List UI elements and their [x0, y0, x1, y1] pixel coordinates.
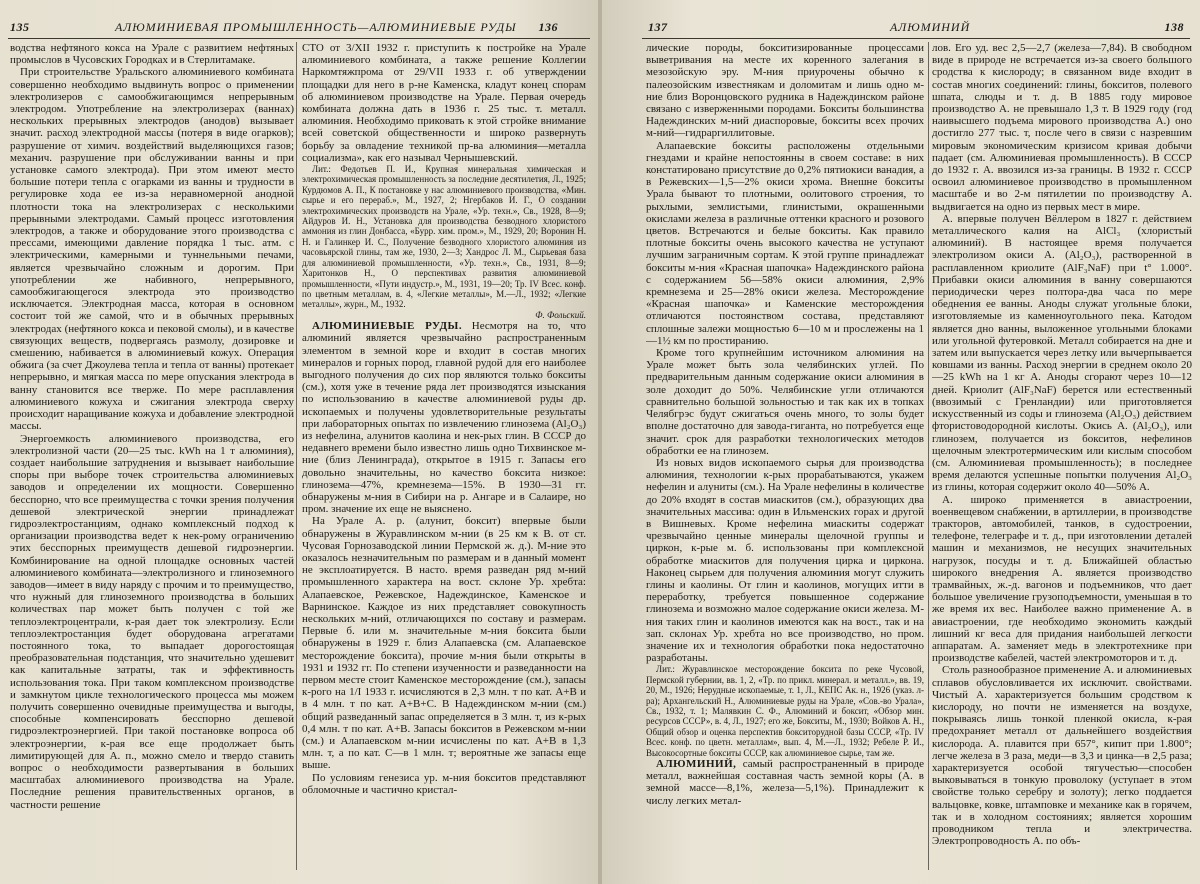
author-signature: Ф. Фольский. — [535, 309, 586, 320]
paragraph: Кроме того крупнейшим источником алюминия на Урале может быть зола челябинских углей. По предварительным данным содержание окиси алюминия в золе доходит до 50%. Челябинские угли отличаются сравнительно большой зольностью и так как их в топках Челябгрэс будут сжигаться очень много, то золы будет вполне достаточно для завода-гиганта, но потребуется еще значит. срок для разработки технологических методов обработки ее на глинозем. — [646, 347, 924, 457]
paragraph: А. впервые получен Вёллером в 1827 г. действием металлического калия на AlCl₃ (хлористый алюминий). В настоящее время получается электролизом окиси А. (Al₂O₃), растворенной в расплавленном криолите (AlF₃NaF) при t° 1.000°. Прибавки окиси алюминия в ванну совершаются периодически через полтора-два часа по мере обеднения ее ванны. Аноды служат угольные блоки, изготовляемые из каменноугольного пека. Катодом является дно ванны, выложенное угольными блоками или угольной футеровкой. Металл собирается на дне и затем или выпускается через летку или вычерпывается ковшами из ванны. Расход энергии в среднем около 20—25 kWh на 1 кг А. Аноды сгорают через 10—12 дней. Криолит (AlF₃NaF) берется или естественный (ввозимый с Гренландии) или приготовляется искусственный из соды и глинозема (Al₂O₃) действием фтористоводородной кислоты. Окись А. (Al₂O₃), или глинозем, получается из бокситов, нефелинов щелочным электротермическим или кислым способом (см. Алюминиевая промышленность); в последнее время делаются успешные попытки получения Al₂O₃ из глины, которая содержит около 40—50% А. — [932, 212, 1192, 494]
page-number: 137 — [648, 20, 668, 34]
text-column-2 — [302, 42, 586, 870]
running-head: АЛЮМИНИЕВАЯ ПРОМЫШЛЕННОСТЬ—АЛЮМИНИЕВЫЕ РУДЫ — [115, 20, 517, 34]
page-number: 135 — [10, 20, 30, 34]
article-text: самый распространенный в природе металл, важнейшая составная часть земной коры (А. в земной массе—8,1%, железа—5,1%). Принадлежит к числу легких метал- — [646, 758, 924, 807]
left-page — [0, 0, 598, 884]
header-rule — [642, 38, 1190, 39]
text-column-1 — [10, 42, 294, 870]
right-page — [602, 0, 1200, 884]
paragraph: По условиям генезиса ур. м-ния бокситов представляют обломочные и частично кристал- — [302, 771, 586, 796]
paragraph: При строительстве Уральского алюминиевого комбината совершенно необходимо выдвинуть вопрос о применении электролизеров с самообжигающимся непрерывным электродом. Употребление на электролизерах (ваннах) нескольких прерывных электродов (анодов) вызывает значит. расход электродной массы (потеря в виде огарков); разрушение от химич. воздействий выделяющихся газов; механич. разрушение при обслуживании ванны и при установке самого электрода). При этом имеют место большие потери тепла с огарками из ванны и трудности в регулировке хода ее из-за неравномерной анодной плотности тока на электролизерах с несколькими прерывными электродами. Самый процесс изготовления электродов, а также и оборудование этого производства с прессами, имеющими давление порядка 1 тыс. атм. с электрическими, камерными и туннельными печами, является чрезвычайно сложным и дорогим. При употреблении же набивного, непрерывного, самообжигающегося электрода это производство исключается. Электродная масса, которая в основном состоит той же самой, что и в обычных прерывных электродах (нефтяного кокса и пековой смолы), и в качестве связующих веществ, подвергаясь размолу, дозировке и смешению, набивается в алюминиевый кожух. Операция обжига (за счет Джоулева тепла и тепла от ванны) протекает непрерывно, и мягкая масса по мере опускания электрода в ванну становится все тверже. По мере расплавления алюминиевого кожуха и сжигания электрода сверху происходит наращивание кожуха и добавление электродной массы. — [10, 66, 294, 433]
article-entry — [646, 758, 924, 807]
page-number: 138 — [1164, 20, 1184, 34]
paragraph: Энергоемкость алюминиевого производства, его электролизной части (20—25 тыс. kWh на 1 т алюминия), создает наибольшие затруднения и вызывает наибольшие споры при выборе точек строительства алюминиевых заводов и определении их мощности. Совершенно бесспорно, что все преимущества с точки зрения получения дешевой электрической энергии принадлежат гидроэлектростанциям, однако комплексный подход к организации производства ведет к нек-рому ограничению этих бесспорных преимуществ дешевой гидроэнергии. Комбинирование на одной площадке основных частей алюминиевого комбината—электролизного и глиноземного заводов—имеет в виду наряду с прочим и то преимущество, что нужный для глиноземного производства в больших количествах пар может быть получен с той же теплоэлектроцентрали, к-рая дает ток электролизу. Если теплоэлектростанция будет оборудована агрегатами постоянного тока, то выпадает дорогостоящая преобразовательная подстанция, что значительно удешевит как капитальные затраты, так и эффективность использования тока. При таком комплексном производстве и замкнутом цикле технологического процесса мы можем получить совершенно очевидные преимущества и выгоды, способные компенсировать бесспорно дешевой гидроэлектроэнергией. При такой постановке вопроса об электроэнергии, к-рая все еще продолжает быть лимитирующей для А. п., можно смело и твердо ставить вопрос о необходимости развертывания в больших масштабах алюминиевого производства на Урале. Последние решения правительственных органов, в частности решение — [10, 432, 294, 811]
left-page-header — [0, 20, 598, 40]
paragraph: лические породы, бокситизированные процессами выветривания на месте их коренного залегания в мезозойскую эру. М-ния приурочены обычно к палеозойским известнякам и доломитам и лишь одно м-ние близ Воронцовского рудника в Надеждинском районе связано с изверженными породами. Бокситы большинства Надеждинских м-ний диаспоровые, бокситы всех прочих м-ний—гидраргиллитовые. — [646, 42, 924, 140]
column-divider — [296, 42, 297, 870]
paragraph: СТО от 3/XII 1932 г. приступить к постройке на Урале алюминиевого комбината, а также решение Коллегии Наркомтяжпрома от 29/VII 1933 г. об утверждении площадки для него в р-не Каменска, кладут конец спорам об алюминиевом производстве на Урале. Первая очередь комбината должна дать в 1936 г. 25 тыс. т. металл. алюминия. Необходимо приковать к этой стройке внимание всей советской общественности и широко развернуть борьбу за овладение техникой пр-ва алюминия—металла социализма», как его называл Чернышевский. — [302, 42, 586, 164]
header-rule — [8, 38, 590, 39]
literature-references: Лит.: Федотьев П. И., Крупная минеральная химическая и электрохимическая промышленность за последние десятилетия, Л., 1925; Курдюмов А. П., К постановке у нас алюминиевого производства, «Мин. сырье и его перераб.», М., 1927, 2; Нгербаков И. Г., О создании электрохимических производств на Урале, «Ур. техн.», Св., 1928, 8—9; Айдуров И. Н., Установка для производства безводного хлористого аммония из глин Донбасса, «Бурр. хим. пром.», М., 1929, 20; Воронин Н. Н. и Галинкер И. С., Получение безводного хлористого алюминия из часовьярской глины, там же, 1930, 2—3; Хандрос Л. М., Сырьевая база для алюминиевой промышленности, «Ур. техн.», Св., 1931, 8—9; Харитонков Н., О перспективах развития алюминиевой промышленности, «Пути индустр.», М., 1931, 19—20; Тр. IV Всес. конф. по цветным металлам, в. 4, «Легкие металлы», М.—Л., 1932; «Легкие металлы», журн., М., 1932. — [302, 164, 586, 310]
right-page-header — [602, 20, 1200, 40]
article-text: Несмотря на то, что алюминий является чрезвычайно распространенным элементом в земной коре и входит в состав многих минералов и горных пород, главной рудой для его наиболее выгодного получения до сих пор являются только бокситы (см.), хотя уже в течение ряда лет производятся изыскания по использованию в качестве алюминиевой руды др. ископаемых и получены удовлетворительные результаты при лабораторных опытах по извлечению глинозема (Al₂O₃) из нефелина, алунитов каолина и нек-рых глин. В СССР до недавнего времени было известно лишь одно Тихвинское м-ние (близ Ленинграда), открытое в 1915 г. Запасы его довольно значительны, но качество боксита низкое: глинозема—47%, кремнезема—15%. В 1930—31 гг. обнаружены м-ния в Сибири на р. Ангаре и в Салаире, но пром. значение их еще не выяснено. — [302, 320, 586, 516]
article-heading: АЛЮМИНИЕВЫЕ РУДЫ. — [312, 320, 463, 333]
text-column-1 — [646, 42, 924, 870]
paragraph: Алапаевские бокситы расположены отдельными гнездами и крайне непостоянны в своем составе: в них констатировано присутствие до 0,2% пятиокиси ванадия, а в Режевских—1,5—2% окиси хрома. Внешне бокситы Урала бывают то плотными, оолитового строения, то рыхлыми, землистыми, глинистыми, окрашенными окислами железа в различные оттенки красного и розового цветов. Встречаются и белые бокситы. Как правило плотные бокситы очень высокого качества не уступают лучшим заграничным сортам. К этой группе принадлежат бокситы м-ния «Красная шапочка» Надеждинского района с содержанием 56—58% окиси алюминия, 2,9% кремнезема и 25—28% окиси железа. Месторождение «Красная шапочка» и Каменские месторождения отличаются постоянством состава, представляют сплошные залежи мощностью 6—10 м и прослежены на 1—1½ км по простиранию. — [646, 139, 924, 347]
paragraph: А. широко применяется в авиастроении, военвещевом снабжении, в артиллерии, в производстве тракторов, автомобилей, танков, в судостроении, телефоне, телеграфе и т. д., при изготовлении деталей машин и механизмов, не несущих значительных нагрузок, посуды и т. д. Ближайшей областью широкого внедрения А. является производство трамвайных, ж.-д. вагонов и подъемников, что дает большое увеличение грузоподъемности, уменьшая в то же время их вес. Наиболее важно применение А. в авиастроении, где необходимо экономить каждый лишний кг веса для придания наибольшей легкости аппаратам. А. заменяет медь в электротехнике при производстве кабелей, частей электромоторов и т. д. — [932, 493, 1192, 665]
paragraph: водства нефтяного кокса на Урале с развитием нефтяных промыслов в Чусовских Городках и в Стерлитамаке. — [10, 42, 294, 67]
paragraph: На Урале А. р. (алунит, боксит) впервые были обнаружены в Журавлинском м-нии (в 25 км к В. от ст. Чусовая Горнозаводской линии Пермской ж. д.). М-ние это оказалось незначительным по размерам и в данный момент не эксплоатируется. В насто. время разведан ряд м-ний промышленного характера на вост. склоне Ур. хребта: Алапаевское, Режевское, Надеждинское, Каменское и Варнинское. Каждое из них представляет совокупность нескольких м-ний, отличающихся по составу и размерам. Первые б. или м. значительные м-ния боксита были обнаружены в 1929 г. близ Алапаевска (см. Алапаевское месторождение боксита), прочие м-ния были открыты в 1931 и 1932 гг. По степени изученности и разведанности на первом месте стоит Каменское месторождение (см.), запасы к-рого на 1/I 1933 г. исчисляются в 2,3 млн. т по кат. А+В и в 4 млн. т по кат. А+В+С. В Надеждинском м-нии (см.) общий разведанный запас определяется в 3 млн. т, из к-рых 0,4 млн. т по кат. А+В. Запасы бокситов в Режевском м-нии (см.) и Алапаевском м-нии исчислены по кат. А+В в 1,3 млн. т, а по кат. С—в 1 млн. т; вероятные же запасы еще выше. — [302, 515, 586, 772]
running-head: АЛЮМИНИЙ — [890, 20, 971, 34]
paragraph: лов. Его уд. вес 2,5—2,7 (железа—7,84). В свободном виде в природе не встречается из-за своего большого сродства к кислороду; в связанном виде входит в состав многих соединений: глины, бокситов, полевого шпата, слюды и т. д. В 1885 году мировое производство А. не превышало 1,3 т. В 1929 году (год наивысшего подъема мирового производства А.) оно достигло 277 тыс. т, после чего в связи с назревшим мировым экономическим кризисом кривая добычи падает (см. Алюминиевая промышленность). В СССР до 1932 г. А. ввозился из-за границы. В 1932 г. СССР освоил алюминиевое производство в промышленном масштабе и во 2-м пятилетии по производству А. выдвигается на одно из первых мест в мире. — [932, 42, 1192, 213]
literature-references: Лит.: Журавлинское месторождение боксита по реке Чусовой, Пермской губернии, вв. 1, 2, «Тр. по прикл. минерал. и металл.», вв. 19, 20, М., 1926; Нерудные ископаемые, т. 1, Л., КЕПС Ак. н., 1926 (указ. л-ра); Архангельский Н., Алюминиевые руды на Урале, «Сов.-во Урала», Св., 1932, т. 1; Малявкин С. Ф., Алюминий и боксит, «Обзор мин. ресурсов СССР», в. 4, Л., 1927; его же, Бокситы, М., 1930; Войков А. Н., Общий обзор и оценка перспектив бокситорудной базы СССР, «Тр. IV Всес. конф. по цветн. металлам», вып. 4, М.—Л., 1932; Ребеле Р. И., Высокосортные бокситы СССР, как алюминиевое сырье, там же. — [646, 664, 924, 758]
text-column-2 — [932, 42, 1192, 870]
column-divider — [928, 42, 929, 870]
paragraph: Из новых видов ископаемого сырья для производства алюминия, технологии к-рых прорабатываются, укажем нефелин и алуниты (см.). На Урале нефелины в количестве до 20% входят в состав миаскитов (см.), образующих два значительных массива: один в Ильменских горах и другой в Вишневых. Кроме нефелина миаскиты содержат чрезвычайно ценные минералы щелочной группы и циркон, к-рые м. б. использованы при комплексной обработке миаскитов для получения цирка и циркона. Наконец сырьем для получения алюминия могут служить глины и каолины. От глин и каолинов, могущих итти в переработку, требуется повышенное содержание глинозема и возможно малое содержание окиси железа. М-ния таких глин и каолинов имеются как на вост., так и на зап. склонах Ур. хребта но все производство, но пром. значение их и технология обработки пока недостаточно разработаны. — [646, 456, 924, 665]
article-entry — [302, 320, 586, 515]
article-heading: АЛЮМИНИЙ, — [656, 758, 737, 771]
paragraph: Столь разнообразное применение А. и алюминиевых сплавов обусловливается их исключит. свойствами. Чистый А. характеризуется большим сродством к кислороду, но почти не изменяется на воздухе, покрываясь лишь тонкой пленкой окисла, к-рая предохраняет металл от дальнейшего воздействия кислорода. А. плавится при 657°, кипит при 1.800°; легче железа в 3 раза, меди—в 3,3 и цинка—в 2,5 раза; характеризуется особой тягучестью—способен выковываться в тонкую проволоку (уступает в этом свойстве только серебру и золоту); легко поддается вальцовке, ковке, штамповке и механике как в горячем, так и в холодном состояниях; является хорошим проводником тепла и электричества. Электропроводность А. по объ- — [932, 664, 1192, 848]
page-number: 136 — [538, 20, 558, 34]
